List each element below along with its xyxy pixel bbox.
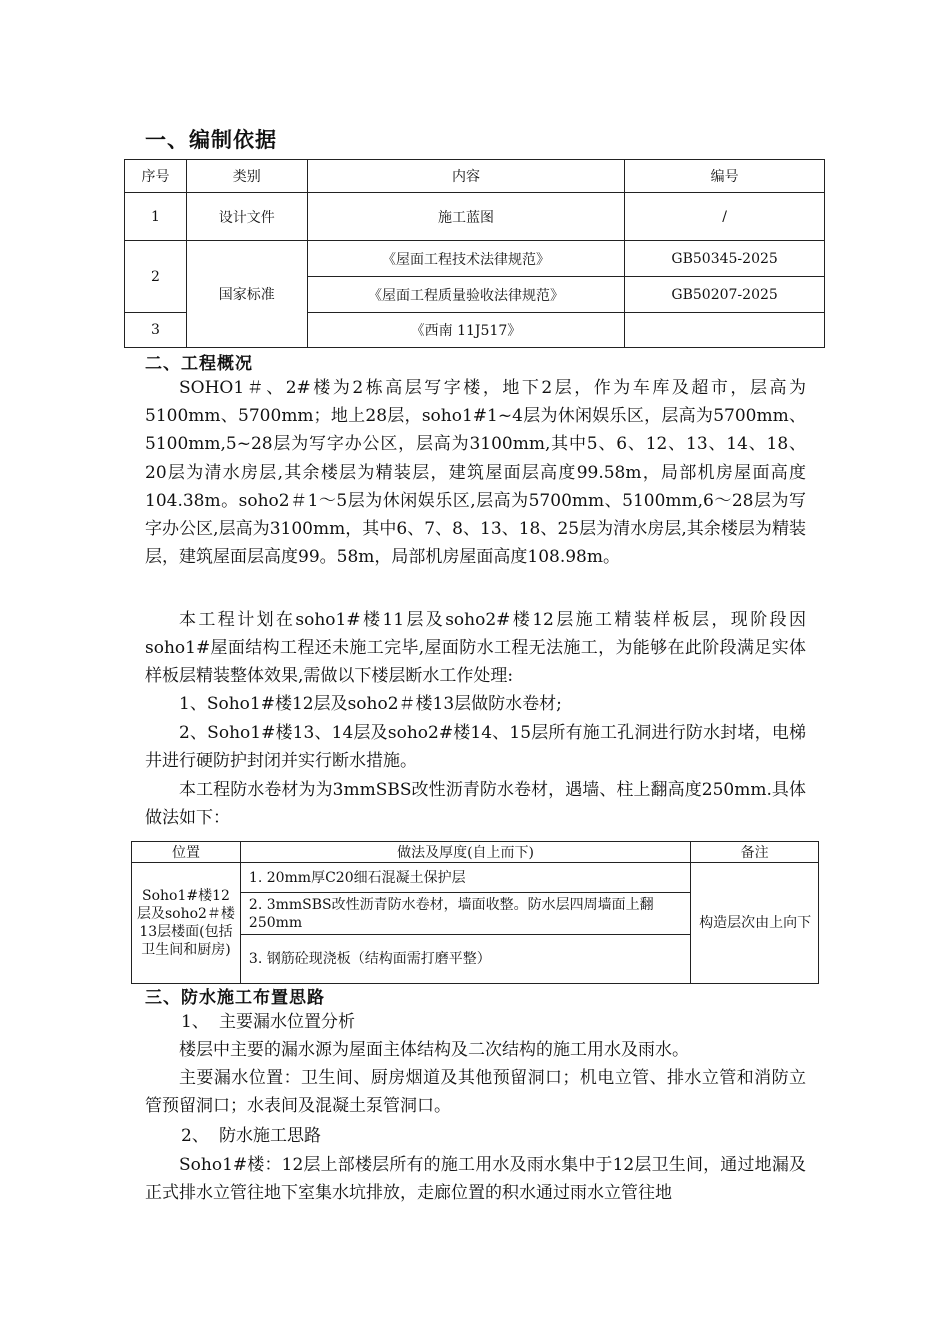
cell-no: 2 (125, 241, 187, 313)
plan-paragraph-1: 楼层中主要的漏水源为屋面主体结构及二次结构的施工用水及雨水。 (179, 1040, 689, 1060)
overview-paragraph-1: SOHO1＃、2#楼为2栋高层写字楼，地下2层，作为车库及超市，层高为5100mm、5700mm；地上28层，soho1#1~4层为休闲娱乐区，层高为5700mm、5100mm,5~28层为写字办公区，层高为3100mm,其中5、6、12、13、14、18、20层为清水房层,其余楼层为精装层，建筑屋面层高度99.58m，局部机房屋面高度104.38m。soho2＃1～5层为休闲娱乐区,层高为5700mm、5100mm,6～28层为写字办公区,层高为3100mm，其中6、7、8、13、18、25层为清水房层,其余楼层为精装层，建筑屋面层高度99。58m，局部机房屋面高度108.98m。 (145, 378, 806, 568)
header-method: 做法及厚度(自上而下) (240, 842, 690, 863)
cell-no: 1 (125, 193, 187, 241)
cell-code: GB50207-2025 (625, 277, 825, 313)
cell-category: 国家标准 (186, 241, 307, 348)
basis-table (124, 159, 825, 348)
cell-code (625, 313, 825, 348)
plan-paragraph-3: Soho1#楼：12层上部楼层所有的施工用水及雨水集中于12层卫生间，通过地漏及正式排水立管往地下室集水坑排放，走廊位置的积水通过雨水立管往地 (145, 1155, 806, 1204)
cell-step-3: 3. 钢筋砼现浇板（结构面需打磨平整） (240, 935, 690, 984)
cell-no: 3 (125, 313, 187, 348)
header-note: 备注 (691, 842, 819, 863)
cell-content: 《屋面工程技术法律规范》 (307, 241, 625, 277)
table-header-row (132, 842, 819, 863)
header-position: 位置 (132, 842, 241, 863)
overview-item-2: 2、Soho1#楼13、14层及soho2#楼14、15层所有施工孔洞进行防水封堵，电梯井进行硬防护封闭并实行断水措施。 (145, 723, 806, 772)
cell-content: 施工蓝图 (307, 193, 625, 241)
cell-position: Soho1#楼12层及soho2＃楼13层楼面(包括卫生间和厨房) (132, 863, 241, 984)
table-row (125, 241, 825, 277)
cell-step-1: 1. 20mm厚C20细石混凝土保护层 (240, 863, 690, 893)
header-category: 类别 (186, 160, 307, 193)
header-content: 内容 (307, 160, 625, 193)
cell-note: 构造层次由上向下 (691, 863, 819, 984)
cell-code: / (625, 193, 825, 241)
method-table (131, 841, 819, 984)
subsection-2-title: 防水施工思路 (219, 1126, 321, 1146)
cell-code: GB50345-2025 (625, 241, 825, 277)
cell-content: 《屋面工程质量验收法律规范》 (307, 277, 625, 313)
table-row (132, 863, 819, 893)
overview-paragraph-2: 本工程计划在soho1#楼11层及soho2#楼12层施工精装样板层，现阶段因soho1#屋面结构工程还未施工完毕,屋面防水工程无法施工，为能够在此阶段满足实体样板层精装整体效果,需做以下楼层断水工作处理: (145, 610, 806, 687)
overview-item-1: 1、Soho1#楼12层及soho2＃楼13层做防水卷材; (179, 694, 562, 714)
subsection-2-number: 2、 (181, 1126, 209, 1146)
section-1-title: 一、编制依据 (145, 128, 277, 152)
overview-paragraph-3: 本工程防水卷材为为3mmSBS改性沥青防水卷材，遇墙、柱上翻高度250mm.具体做法如下： (145, 780, 806, 829)
cell-category: 设计文件 (186, 193, 307, 241)
table-header-row (125, 160, 825, 193)
plan-paragraph-2: 主要漏水位置：卫生间、厨房烟道及其他预留洞口；机电立管、排水立管和消防立管预留洞口；水表间及混凝土泵管洞口。 (145, 1068, 806, 1117)
section-3-title: 三、防水施工布置思路 (145, 988, 325, 1008)
subsection-1-title: 主要漏水位置分析 (219, 1012, 355, 1032)
cell-step-2: 2. 3mmSBS改性沥青防水卷材，墙面收整。防水层四周墙面上翻250mm (240, 893, 690, 935)
header-code: 编号 (625, 160, 825, 193)
header-no: 序号 (125, 160, 187, 193)
cell-content: 《西南 11J517》 (307, 313, 625, 348)
section-2-title: 二、工程概况 (145, 354, 253, 374)
table-row (125, 193, 825, 241)
subsection-1-number: 1、 (181, 1012, 209, 1032)
